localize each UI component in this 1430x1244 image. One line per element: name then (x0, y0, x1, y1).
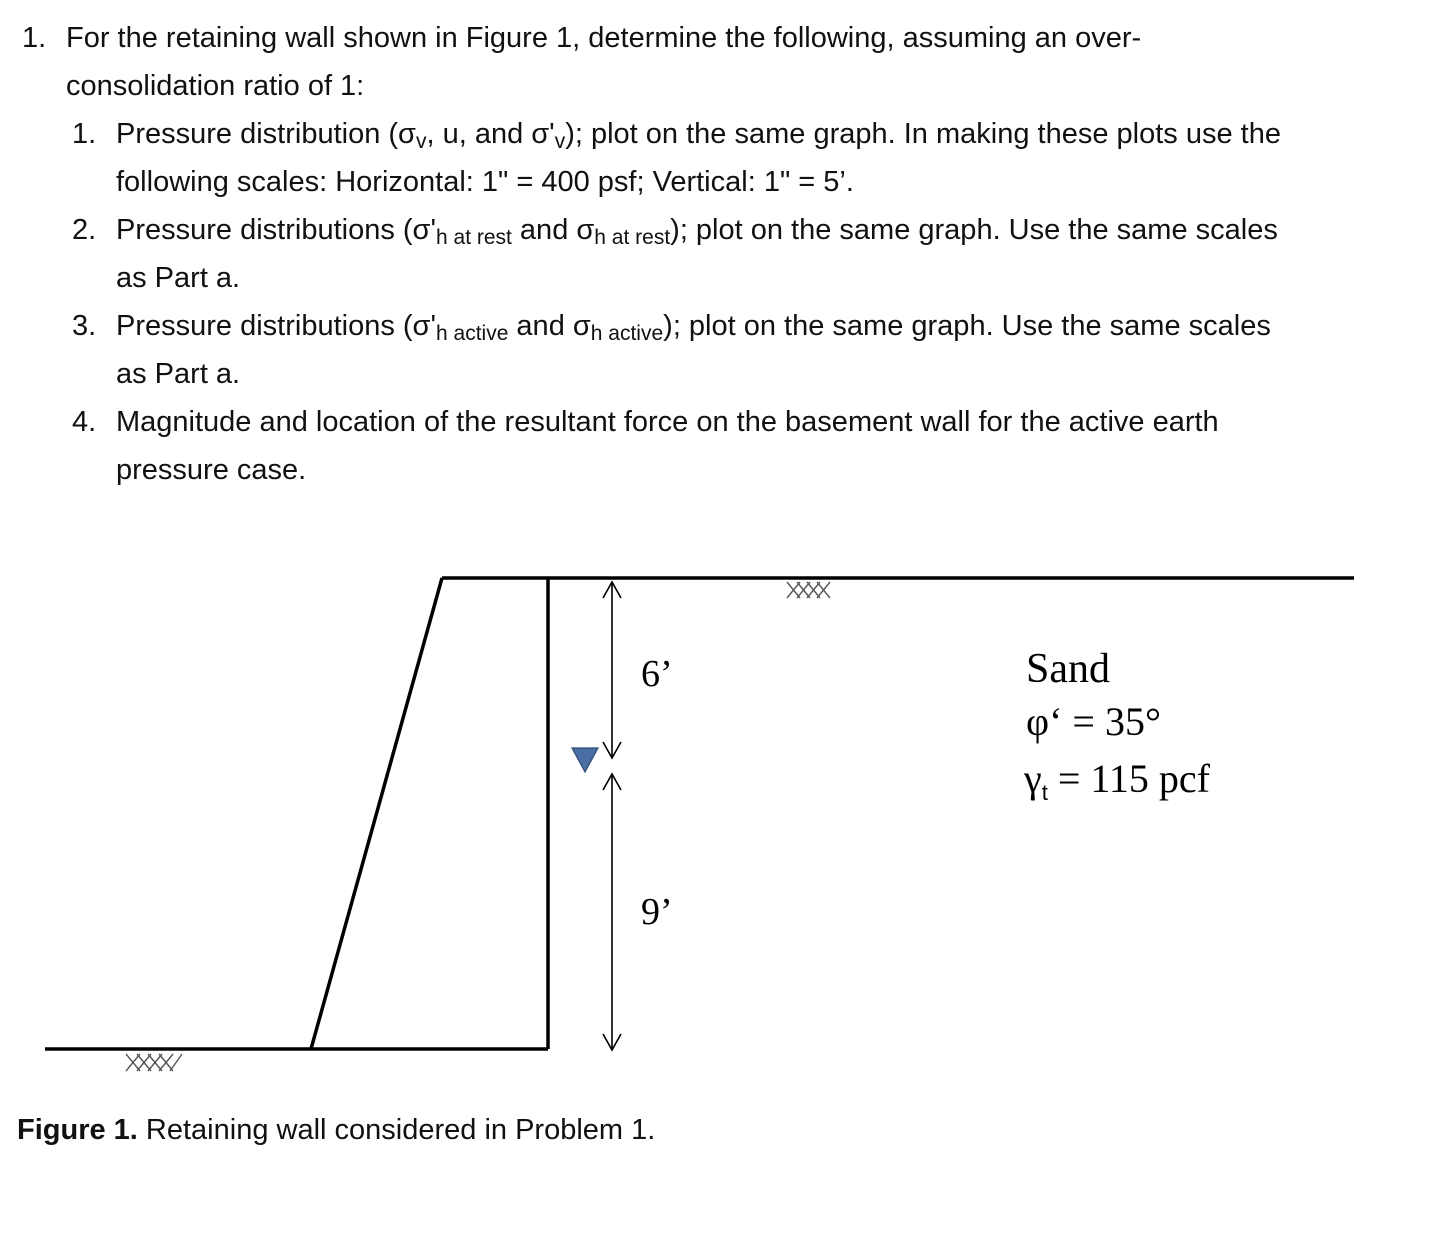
figure-caption: Figure 1. Retaining wall considered in Problem 1. (17, 1114, 656, 1146)
item-2-line-2: as Part a. (116, 262, 241, 294)
item-4-line-2: pressure case. (116, 454, 307, 486)
soil-name: Sand (1026, 646, 1110, 692)
item-4-number: 4. (72, 406, 97, 438)
ground-hatch-toe (126, 1054, 182, 1071)
problem-number: 1. (22, 22, 47, 54)
item-1-number: 1. (72, 118, 97, 150)
retaining-wall-diagram (0, 540, 1430, 1080)
intro-line-2: consolidation ratio of 1: (66, 70, 365, 102)
retaining-wall-figure (0, 540, 1430, 1080)
friction-angle: φ‘ = 35° (1026, 699, 1161, 744)
ground-hatch-top (787, 582, 830, 598)
water-table-icon (572, 748, 598, 772)
dimension-lower-label: 9’ (641, 891, 673, 933)
item-3-line-1: Pressure distributions ($\sigma'_{h active}$ and $\sigma_{h active}$); plot on the same graph. Use the same scales (116, 310, 1271, 345)
intro-line-1: For the retaining wall shown in Figure 1, determine the following, assuming an over- (66, 22, 1142, 54)
item-2-line-1: Pressure distributions ($\sigma'_{h at rest}$ and $\sigma_{h at rest}$); plot on the same graph. Use the same scales (116, 214, 1278, 249)
dimension-upper-label: 6’ (641, 653, 673, 695)
item-1-line-2: following scales: Horizontal: 1" = 400 psf; Vertical: 1" = 5’. (116, 166, 854, 198)
dimension-upper (603, 582, 621, 758)
item-4-line-1: Magnitude and location of the resultant force on the basement wall for the active earth (116, 406, 1219, 438)
wall-front-face (311, 578, 442, 1049)
item-3-line-2: as Part a. (116, 358, 241, 390)
item-1-line-1: Pressure distribution ($\sigma_v$, u, and $\sigma'_v$); plot on the same graph. In making these plots use the (116, 118, 1281, 153)
item-2-number: 2. (72, 214, 97, 246)
item-3-number: 3. (72, 310, 97, 342)
dimension-lower (603, 774, 621, 1050)
unit-weight: $\gamma_t = 115$ pcf (1024, 756, 1210, 805)
